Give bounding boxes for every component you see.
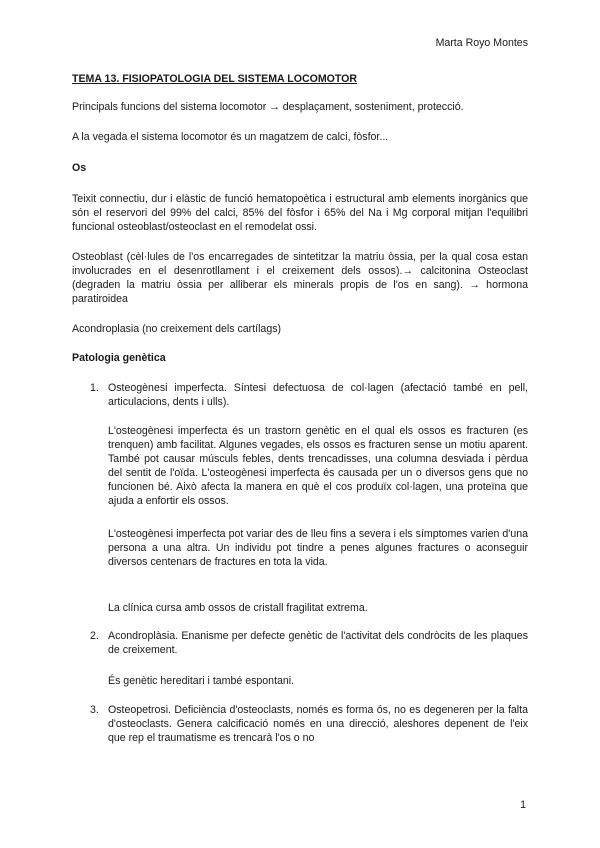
osteogenesi-detail-3: La clínica cursa amb ossos de cristall fragilitat extrema. xyxy=(108,602,368,614)
intro-paragraph-functions: Principals funcions del sistema locomotor → desplaçament, sosteniment, protecció. xyxy=(72,101,464,113)
list-item-text: Osteogènesi imperfecta. Síntesi defectuosa de col·lagen (afectació també en pell, articulacions, dents i ulls). xyxy=(108,382,528,408)
header-author: Marta Royo Montes xyxy=(435,37,528,49)
acondroplasia-detail-1: És genètic hereditari i també espontani. xyxy=(108,675,295,687)
osteogenesi-detail-2: L'osteogènesi imperfecta pot variar des de lleu fins a severa i els símptomes varien d'una persona a una altra. Un individu pot tindre a penes algunes fractures o aconseguir diversos centenars de fractures en tota la vida. xyxy=(108,528,528,568)
list-item-text: Acondroplàsia. Enanisme per defecte genètic de l'activitat dels condròcits de les plaques de creixement. xyxy=(108,630,528,656)
list-item-text: Osteopetrosi. Deficiència d'osteoclasts, només es forma ós, no es degeneren per la falta d'osteoclasts. Genera calcificació només en una direcció, aleshores depenent de l'eix que rep el traumatisme es trencarà l'os o no xyxy=(108,704,528,744)
list-item-osteogenesi xyxy=(90,381,528,409)
section-heading-os: Os xyxy=(72,162,87,174)
list-item-number: 1. xyxy=(90,382,99,394)
document-title: TEMA 13. FISIOPATOLOGIA DEL SISTEMA LOCOMOTOR xyxy=(72,73,358,85)
os-paragraph-acondroplasia: Acondroplasia (no creixement dels cartílags) xyxy=(72,323,282,335)
intro-paragraph-storage: A la vegada el sistema locomotor és un magatzem de calci, fòsfor... xyxy=(72,131,389,143)
osteogenesi-detail-1: L'osteogènesi imperfecta és un trastorn genètic en el qual els ossos es fracturen (es trenquen) amb facilitat. Algunes vegades, els ossos es fracturen sense un motiu aparent. També pot causar músculs febles, dents trencadisses, una columna desviada i pèrdua del sentit de l'oïda. L'osteogènesi imperfecta és causada per un o diversos gens que no funcionen bé. Això afecta la manera en què el cos produïx col·lagen, una proteïna que ajuda a enfortir els ossos. xyxy=(108,425,528,507)
section-heading-genetic: Patologia genètica xyxy=(72,352,166,364)
page-number: 1 xyxy=(520,799,526,811)
list-item-number: 3. xyxy=(90,704,99,716)
list-item-osteopetrosi xyxy=(90,703,528,745)
list-item-number: 2. xyxy=(90,630,99,642)
os-paragraph-cells: Osteoblast (cèl·lules de l'os encarregades de sintetitzar la matriu òssia, per la qual cosa estan involucrades en el desenrotllament i el creixement dels ossos).→ calcitonina Osteoclast (degraden la matriu òssia per alliberar els minerals propis de l'os en sang). → hormona paratiroidea xyxy=(72,251,528,305)
list-item-acondroplasia xyxy=(90,629,528,657)
os-paragraph-definition: Teixit connectiu, dur i elàstic de funció hematopoètica i estructural amb elements inorgànics que són el reservori del 99% del calci, 85% del fòsfor i 65% del Na i Mg corporal mitjan l'equilibri funcional osteoblast/osteoclast en el remodelat ossi. xyxy=(72,193,528,233)
